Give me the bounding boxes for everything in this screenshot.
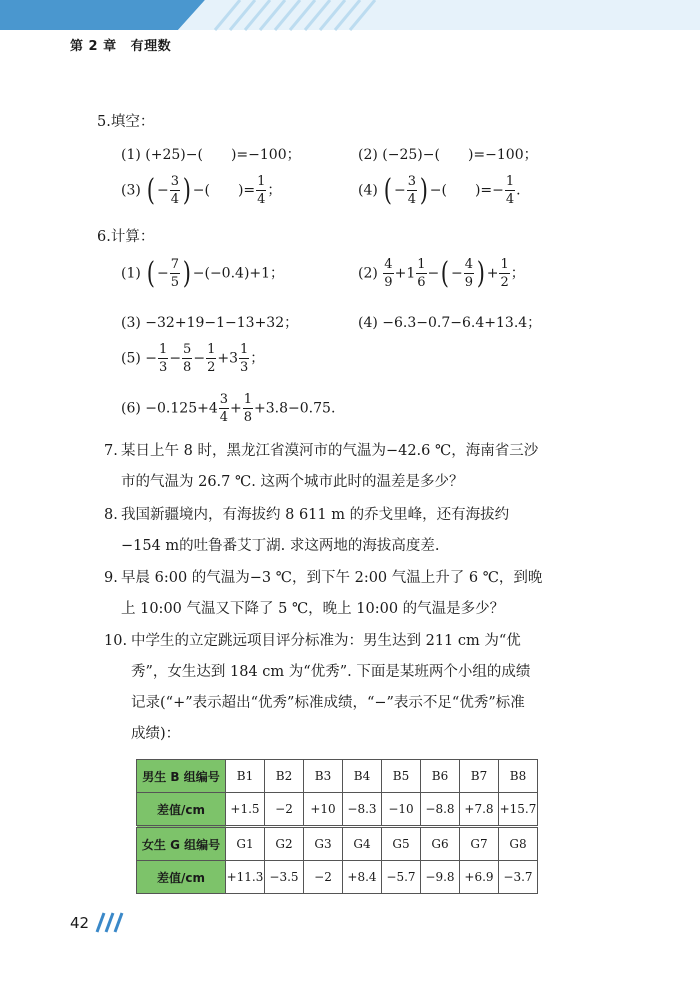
q6-part6-end: +3.8−0.75. [254, 400, 336, 417]
q6-part5: (5) − $\frac{1}{3}$ − $\frac{5}{8}$ − $\frac{1}{2}$ +3 $\frac{1}{3}$ ； [121, 342, 265, 375]
q10-line3: 记录(“+”表示超出“优秀”标准成绩，“−”表示不足“优秀”标准 [131, 695, 525, 711]
q5-part1 [121, 144, 301, 164]
table-cell: B4 [343, 760, 382, 793]
table-cell: −8.3 [343, 793, 382, 827]
table-cell: +11.3 [226, 861, 265, 894]
fraction: $\frac{3}{4}$ [170, 174, 180, 207]
q6-part1-label: (1) [121, 265, 141, 282]
fraction: $\frac{1}{6}$ [417, 257, 426, 290]
fraction: $\frac{3}{4}$ [407, 174, 417, 207]
fraction: $\frac{1}{4}$ [257, 174, 266, 207]
right-paren: ) [182, 172, 191, 208]
table-cell: B1 [226, 760, 265, 793]
chapter-title: 有理数 [130, 39, 172, 54]
chapter-header [70, 35, 185, 54]
q7-line2: 市的气温为 26.7 ℃. 这两个城市此时的温差是多少？ [121, 474, 464, 490]
right-paren: ) [476, 255, 485, 291]
left-paren: ( [147, 255, 156, 291]
q6-part4-label: (4) [358, 315, 378, 331]
right-paren: ) [419, 172, 428, 208]
q5-part1-label: (1) [121, 147, 141, 163]
table-cell: −9.8 [421, 861, 460, 894]
q5-part2-label: (2) [358, 147, 378, 163]
table-row [137, 827, 538, 861]
q5-part2-expr: (−25)−( )=−100； [382, 147, 538, 163]
q5-part4: (4) ( − $\frac{3}{4}$ ) −( )=− $\frac{1}{4}$ . [358, 172, 521, 208]
q10-line1: 中学生的立定跳远项目评分标准为：男生达到 211 cm 为“优 [131, 633, 521, 649]
table-cell: −10 [382, 793, 421, 827]
q6-part6-label: (6) [121, 400, 141, 417]
fraction: $\frac{1}{4}$ [505, 174, 515, 207]
q6-part1-rest: −(−0.4)+1； [192, 265, 285, 282]
table-cell: G7 [460, 827, 499, 861]
table-cell: G4 [343, 827, 382, 861]
table-cell: G1 [226, 827, 265, 861]
table-cell: G3 [304, 827, 343, 861]
q5-part2 [358, 144, 538, 164]
table-cell: B2 [265, 760, 304, 793]
q10-line4: 成绩)： [131, 726, 181, 742]
table-cell: +1.5 [226, 793, 265, 827]
page-slash-decoration [93, 910, 129, 934]
table-cell: +10 [304, 793, 343, 827]
q5-heading [97, 107, 154, 138]
table-cell: B7 [460, 760, 499, 793]
fraction: $\frac{1}{8}$ [243, 392, 253, 425]
table-cell: G5 [382, 827, 421, 861]
fraction: $\frac{7}{5}$ [170, 257, 180, 290]
table-cell: B6 [421, 760, 460, 793]
q6-part6-start: −0.125+4 [145, 400, 218, 417]
q6-title: 计算： [110, 229, 155, 245]
q7-number: 7. [104, 443, 118, 459]
q9-line2: 上 10:00 气温又下降了 5 ℃，晚上 10:00 的气温是多少？ [121, 601, 505, 617]
q6-heading [97, 222, 154, 253]
table-cell: +15.7 [499, 793, 538, 827]
q5-part1-expr: (+25)−( )=−100； [145, 147, 301, 163]
fraction: $\frac{4}{9}$ [464, 257, 473, 290]
left-paren: ( [147, 172, 156, 208]
q9-line1: 早晨 6:00 的气温为−3 ℃，到下午 2:00 气温上升了 6 ℃，到晚 [121, 570, 543, 586]
q6-part6: (6) −0.125+4 $\frac{3}{4}$ + $\frac{1}{8}$ +3.8−0.75. [121, 392, 336, 425]
q6-part2-label: (2) [358, 265, 378, 282]
fraction: $\frac{4}{9}$ [384, 257, 393, 290]
q8-line1: 我国新疆境内，有海拔约 8 611 m 的乔戈里峰，还有海拔约 [121, 507, 510, 523]
score-table [136, 759, 538, 894]
q8-line2: −154 m的吐鲁番艾丁湖. 求这两地的海拔高度差. [121, 538, 440, 554]
table-cell: −5.7 [382, 861, 421, 894]
table-cell: G8 [499, 827, 538, 861]
page-number: 42 [70, 914, 90, 932]
fraction: $\frac{1}{2}$ [207, 342, 216, 375]
table-cell: −2 [265, 793, 304, 827]
table-cell: G2 [265, 827, 304, 861]
table-cell: −3.5 [265, 861, 304, 894]
q6-part3-expr: −32+19−1−13+32； [145, 315, 299, 331]
q5-title: 填空： [110, 114, 155, 130]
q6-part2: (2) $\frac{4}{9}$ +1 $\frac{1}{6}$ −( − $\frac{4}{9}$ ) + $\frac{1}{2}$ ； [358, 255, 525, 291]
table-cell: +7.8 [460, 793, 499, 827]
table-cell: B8 [499, 760, 538, 793]
fraction: $\frac{5}{8}$ [183, 342, 192, 375]
table-row [137, 861, 538, 894]
table-cell: +8.4 [343, 861, 382, 894]
q5-part4-label: (4) [358, 182, 378, 199]
q5-number: 5. [97, 114, 111, 130]
q6-part3-label: (3) [121, 315, 141, 331]
right-paren: ) [182, 255, 191, 291]
q8-number: 8. [104, 507, 118, 523]
chapter-number: 第 2 章 [70, 39, 117, 54]
left-paren: ( [441, 255, 450, 291]
fraction: $\frac{1}{2}$ [500, 257, 509, 290]
mixed-integer: 3 [229, 350, 238, 367]
table-row [137, 760, 538, 793]
table-cell: +6.9 [460, 861, 499, 894]
boys-id-header: 男生 B 组编号 [137, 760, 226, 793]
q6-part3 [121, 312, 298, 332]
mixed-integer: 1 [406, 265, 416, 282]
table-cell: −2 [304, 861, 343, 894]
table-cell: −8.8 [421, 793, 460, 827]
q6-part5-label: (5) [121, 350, 141, 367]
table-row [137, 793, 538, 827]
q6-part4-expr: −6.3−0.7−6.4+13.4； [382, 315, 542, 331]
q9-number: 9. [104, 570, 118, 586]
fraction: $\frac{1}{3}$ [159, 342, 168, 375]
fraction: $\frac{3}{4}$ [219, 392, 229, 425]
q6-part1: (1) ( − $\frac{7}{5}$ ) −(−0.4)+1； [121, 255, 285, 291]
q6-part4 [358, 312, 541, 332]
left-paren: ( [384, 172, 393, 208]
q5-part3-label: (3) [121, 182, 141, 199]
q5-part3: (3) ( − $\frac{3}{4}$ ) −( )= $\frac{1}{4}$ ； [121, 172, 282, 208]
q6-number: 6. [97, 229, 111, 245]
q10-number: 10. [104, 633, 128, 649]
table-cell: B5 [382, 760, 421, 793]
table-cell: −3.7 [499, 861, 538, 894]
boys-diff-header: 差值/cm [137, 793, 226, 827]
table-cell: B3 [304, 760, 343, 793]
q7-line1: 某日上午 8 时，黑龙江省漠河市的气温为−42.6 ℃，海南省三沙 [121, 443, 539, 459]
girls-id-header: 女生 G 组编号 [137, 827, 226, 861]
table-cell: G6 [421, 827, 460, 861]
girls-diff-header: 差值/cm [137, 861, 226, 894]
q10-line2: 秀”，女生达到 184 cm 为“优秀”. 下面是某班两个小组的成绩 [131, 664, 531, 680]
fraction: $\frac{1}{3}$ [240, 342, 249, 375]
